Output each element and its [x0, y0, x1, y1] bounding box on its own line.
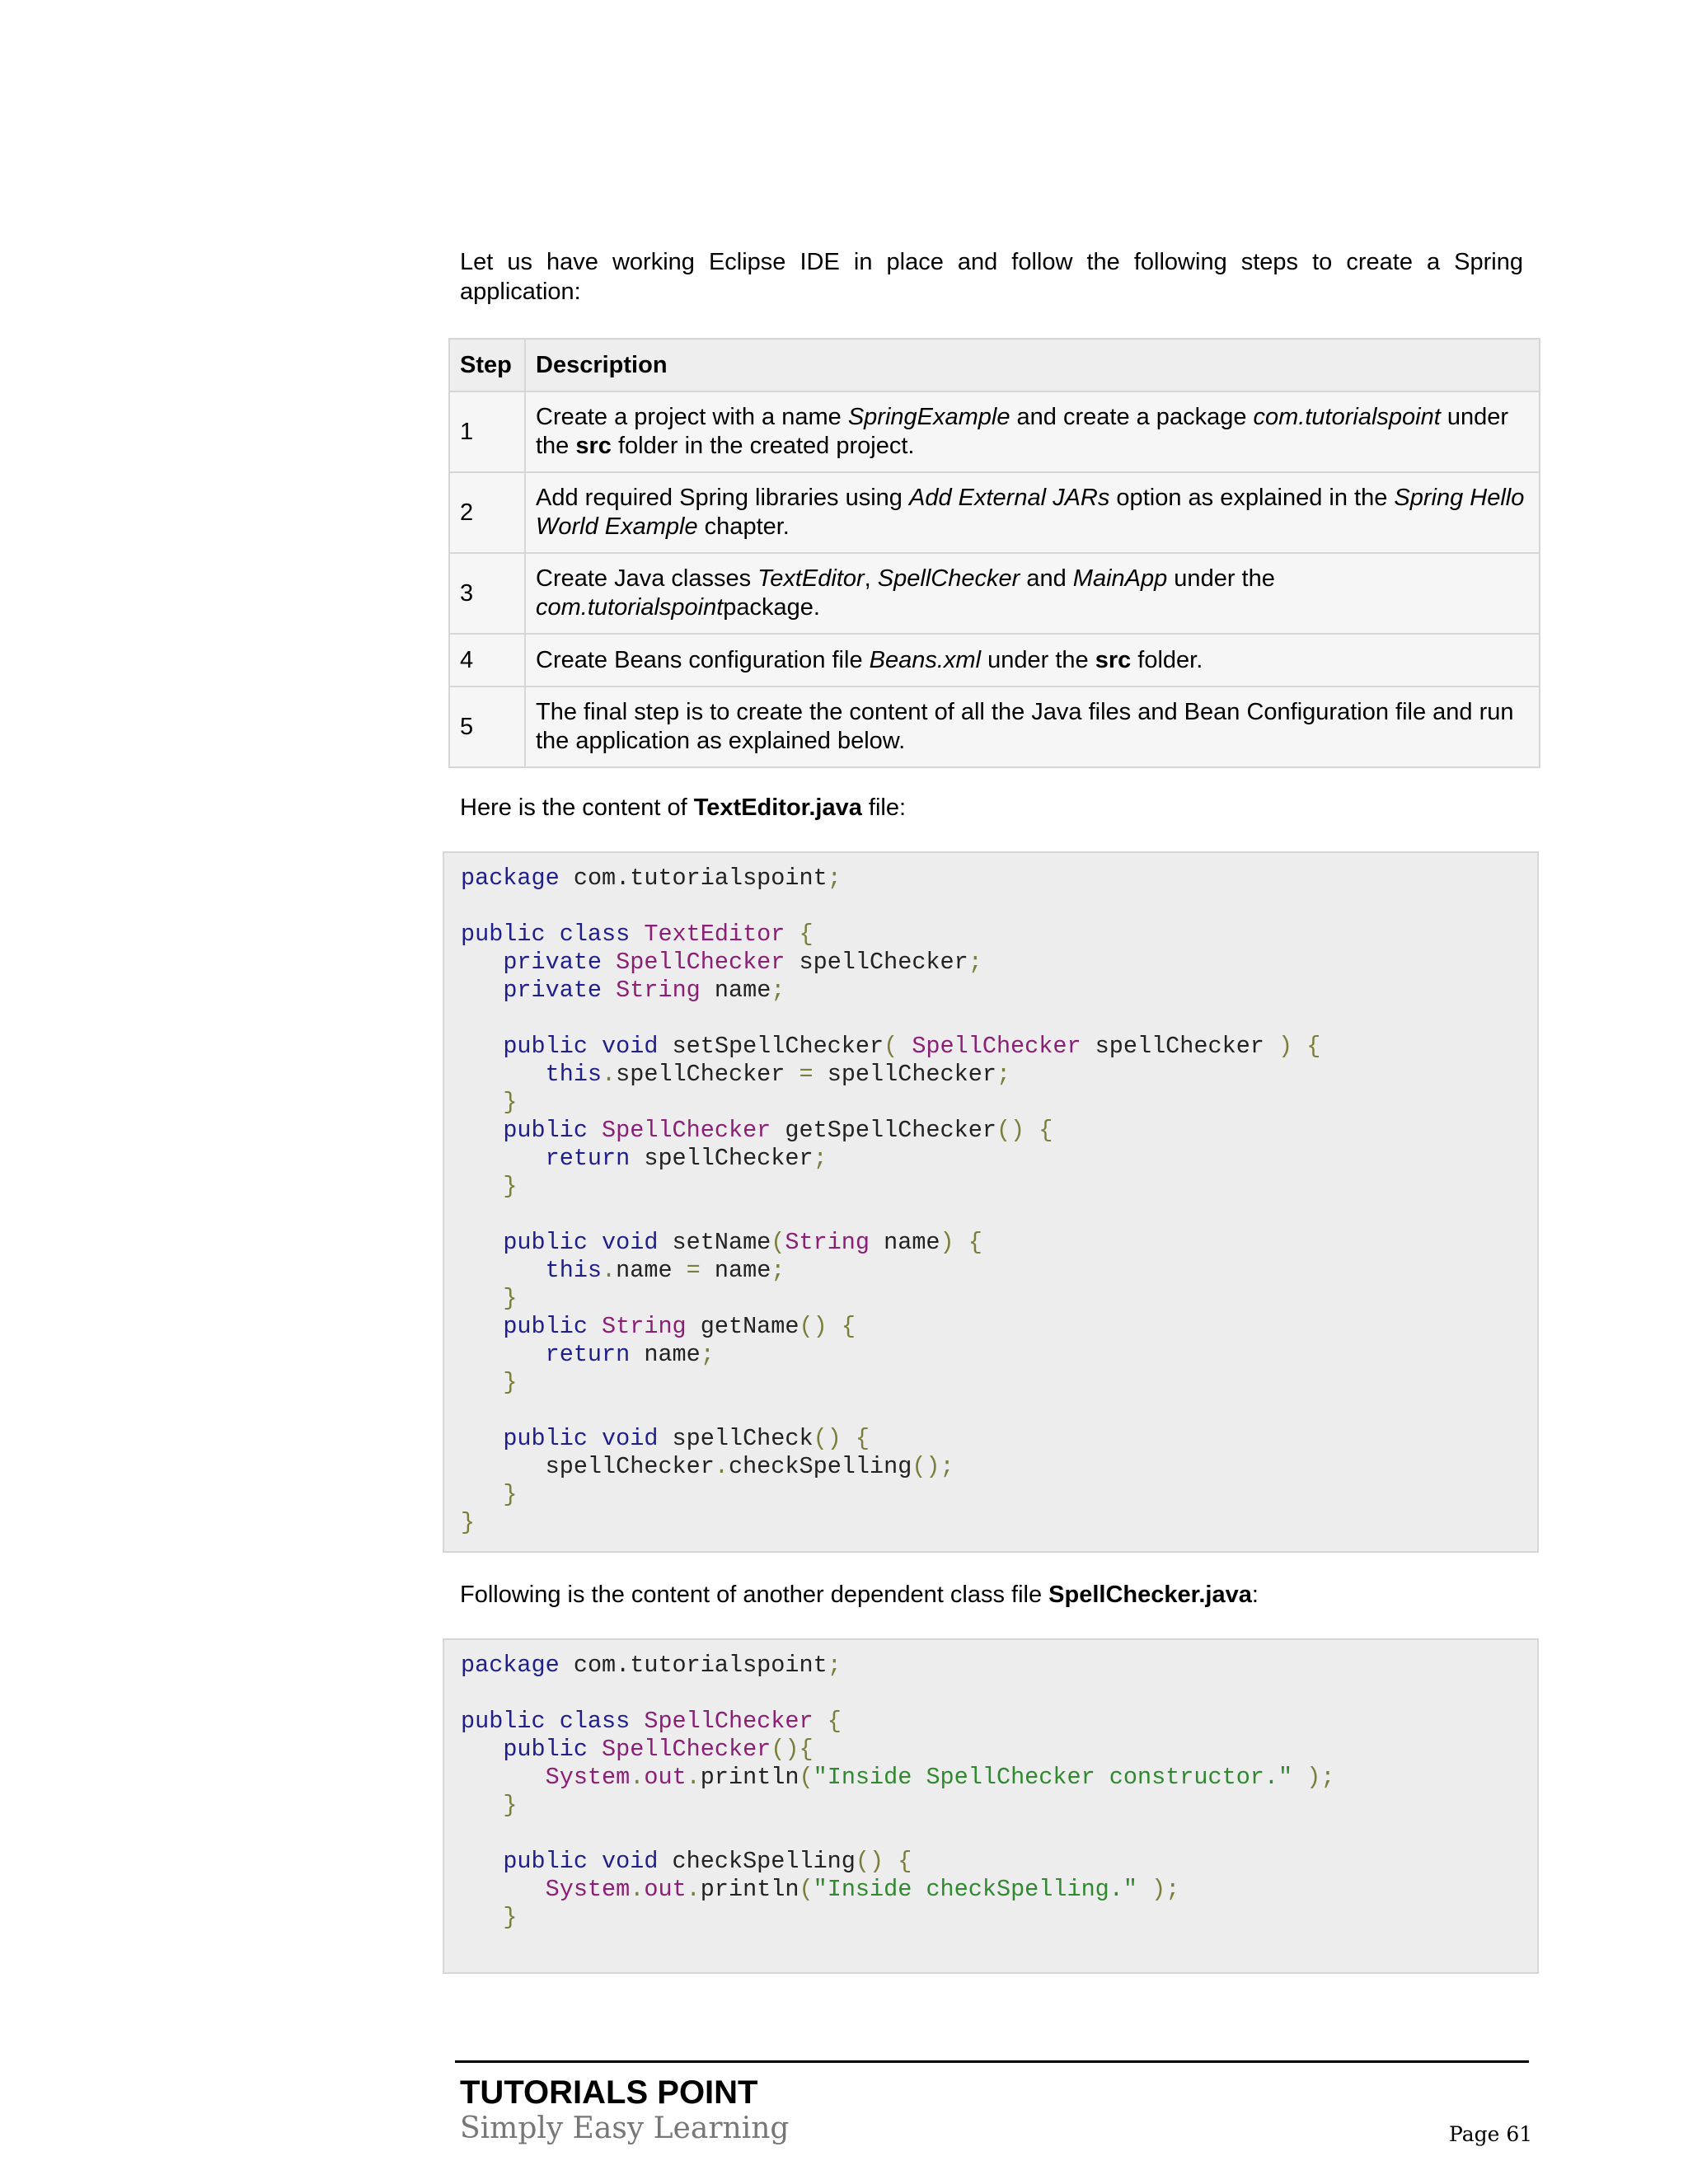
code-line — [461, 1117, 1053, 1144]
code-token: . — [686, 1876, 701, 1903]
description-run: and — [1020, 565, 1073, 592]
code-token — [588, 1736, 602, 1763]
label-suffix: file: — [861, 794, 907, 821]
code-token: com.tutorialspoint — [559, 865, 828, 892]
code-token: ; — [813, 1145, 828, 1172]
code-token: ( — [771, 1229, 785, 1256]
code-token: String — [602, 1313, 687, 1340]
code-token: { — [841, 1313, 856, 1340]
table-row — [449, 634, 1540, 687]
code-line — [461, 1257, 785, 1284]
code-token — [461, 1876, 546, 1903]
code-token: ; — [827, 1652, 842, 1679]
code-token: SpellChecker — [912, 1033, 1081, 1060]
code-token — [461, 1425, 503, 1452]
description-run: src — [575, 433, 612, 459]
code-token: = — [799, 1061, 814, 1088]
code-token: setName — [658, 1229, 771, 1256]
code-token: name — [630, 1341, 701, 1368]
code-token: { — [827, 1708, 842, 1735]
code-token: } — [503, 1904, 518, 1931]
label-filename: SpellChecker.java — [1048, 1582, 1252, 1608]
code-line — [461, 1904, 517, 1931]
step-description — [525, 391, 1540, 472]
code-line — [461, 977, 785, 1004]
intro-section — [460, 247, 1523, 307]
code-token — [588, 1117, 602, 1144]
code-token: ; — [996, 1061, 1011, 1088]
code-token: name — [616, 1257, 687, 1284]
table-row — [449, 472, 1540, 553]
code-token — [461, 1229, 503, 1256]
code-token — [461, 1736, 503, 1763]
description-run: option as explained in the — [1109, 485, 1395, 511]
code-token — [461, 1904, 503, 1931]
step-description — [525, 687, 1540, 767]
code-token: name — [700, 1257, 771, 1284]
code-line — [461, 1313, 856, 1340]
description-run: com.tutorialspoint — [536, 594, 724, 621]
code-token: public class — [461, 1708, 631, 1735]
footer-divider — [455, 2060, 1529, 2063]
code-token — [1025, 1117, 1039, 1144]
code-token: } — [503, 1173, 518, 1200]
description-run: The final step is to create the content of all the Java files and Bean Configuration file and run the application as explained below. — [536, 699, 1514, 754]
code-token: public void — [503, 1229, 659, 1256]
description-run: folder in the created project. — [611, 433, 915, 459]
code-token: () — [996, 1117, 1025, 1144]
code-token: this — [545, 1061, 603, 1088]
code-token: println — [700, 1764, 799, 1791]
code-token: package — [461, 865, 560, 892]
code-token: out — [644, 1764, 687, 1791]
code-token: (); — [912, 1453, 954, 1480]
code-token: getSpellChecker — [771, 1117, 996, 1144]
code-token — [588, 1313, 602, 1340]
code-texteditor — [444, 853, 1537, 1537]
code-token: } — [503, 1369, 518, 1396]
texteditor-label — [460, 793, 906, 823]
label-filename: TextEditor.java — [693, 794, 862, 821]
code-token: spellChecker — [630, 1145, 814, 1172]
label-suffix: : — [1251, 1582, 1259, 1608]
description-run: SpellChecker — [877, 565, 1020, 592]
code-token — [1137, 1876, 1151, 1903]
table-row — [449, 391, 1540, 472]
code-token — [814, 1708, 828, 1735]
description-run: Add required Spring libraries using — [536, 485, 909, 511]
code-token: name — [870, 1229, 940, 1256]
code-token — [1292, 1033, 1306, 1060]
code-line — [461, 865, 842, 892]
code-token: } — [503, 1792, 518, 1819]
code-line — [461, 1708, 842, 1735]
code-token: spellChecker — [461, 1453, 715, 1480]
step-number: 2 — [449, 472, 525, 553]
code-token: . — [602, 1257, 617, 1284]
table-row — [449, 553, 1540, 634]
code-token — [602, 949, 616, 976]
code-token: public — [503, 1736, 588, 1763]
code-token: ) — [940, 1229, 954, 1256]
code-token: { — [1306, 1033, 1321, 1060]
code-token: { — [799, 921, 814, 948]
code-token: ( — [884, 1033, 898, 1060]
step-description — [525, 634, 1540, 687]
code-token — [461, 1848, 503, 1875]
code-line — [461, 1061, 1010, 1088]
spellchecker-label — [460, 1580, 1259, 1610]
code-token: System — [545, 1876, 631, 1903]
code-token: () — [813, 1425, 842, 1452]
code-line — [461, 949, 982, 976]
code-token: getName — [686, 1313, 799, 1340]
description-run: , — [864, 565, 878, 592]
code-token — [461, 1285, 503, 1312]
description-run: Spring Hello World Example — [536, 485, 1525, 540]
step-number: 5 — [449, 687, 525, 767]
code-token: TextEditor — [644, 921, 785, 948]
code-token — [898, 1033, 912, 1060]
footer-tagline: Simply Easy Learning — [460, 2111, 790, 2145]
code-token: { — [898, 1848, 912, 1875]
code-token: public void — [503, 1033, 659, 1060]
code-line — [461, 1736, 814, 1763]
code-line — [461, 1792, 517, 1819]
code-block-spellchecker — [443, 1638, 1539, 1974]
code-line — [461, 1425, 870, 1452]
description-run: folder. — [1131, 646, 1203, 673]
code-token: () — [799, 1313, 828, 1340]
description-run: under the — [981, 646, 1095, 673]
code-token — [461, 949, 503, 976]
code-line — [461, 1173, 517, 1200]
step-description — [525, 472, 1540, 553]
code-token — [884, 1848, 898, 1875]
page-number: Page 61 — [1449, 2122, 1533, 2146]
code-token: name — [700, 977, 771, 1004]
code-token: public void — [503, 1425, 659, 1452]
label-prefix: Following is the content of another dependent class file — [460, 1582, 1049, 1608]
code-token: SpellChecker — [602, 1117, 771, 1144]
code-line — [461, 1509, 475, 1536]
description-run: Create Java classes — [536, 565, 758, 592]
code-token: return — [545, 1145, 631, 1172]
code-token — [630, 921, 644, 948]
code-token: } — [461, 1509, 476, 1536]
table-header-row — [449, 339, 1540, 391]
code-token — [630, 1708, 644, 1735]
code-line — [461, 1848, 912, 1875]
code-line — [461, 1285, 517, 1312]
code-token — [461, 1033, 503, 1060]
code-token: ) — [1278, 1033, 1293, 1060]
code-token: String — [616, 977, 701, 1004]
code-token: ( — [799, 1876, 814, 1903]
description-run: src — [1095, 646, 1132, 673]
code-token — [461, 1792, 503, 1819]
table-row — [449, 687, 1540, 767]
code-token: spellChecker — [785, 949, 968, 976]
code-token: { — [855, 1425, 870, 1452]
description-run: com.tutorialspoint — [1253, 404, 1441, 430]
code-line — [461, 1481, 517, 1508]
code-token — [954, 1229, 968, 1256]
code-token: checkSpelling — [728, 1453, 912, 1480]
code-token: println — [700, 1876, 799, 1903]
code-line — [461, 1453, 954, 1480]
description-run: MainApp — [1072, 565, 1168, 592]
code-token: checkSpelling — [658, 1848, 856, 1875]
description-run: Beans.xml — [869, 646, 982, 673]
description-run: package. — [723, 594, 820, 621]
code-token: ; — [700, 1341, 715, 1368]
code-token: out — [644, 1876, 687, 1903]
code-token — [461, 1764, 546, 1791]
code-token: public void — [503, 1848, 659, 1875]
code-token: { — [968, 1229, 982, 1256]
code-token — [461, 1117, 503, 1144]
code-token: package — [461, 1652, 560, 1679]
code-token — [785, 921, 799, 948]
code-token: { — [1039, 1117, 1053, 1144]
code-token: public class — [461, 921, 631, 948]
description-run: under the — [1167, 565, 1275, 592]
code-token: } — [503, 1481, 518, 1508]
code-token: this — [545, 1257, 603, 1284]
code-token: . — [602, 1061, 617, 1088]
code-token: } — [503, 1089, 518, 1116]
code-token — [461, 1173, 503, 1200]
code-block-texteditor — [443, 851, 1539, 1553]
code-token: spellCheck — [658, 1425, 814, 1452]
description-run: under the — [536, 404, 1509, 459]
header-step: Step — [449, 339, 525, 391]
code-token: . — [630, 1764, 645, 1791]
code-token: () — [855, 1848, 884, 1875]
code-line — [461, 1341, 715, 1368]
description-run: SpringExample — [847, 404, 1010, 430]
code-token — [461, 1481, 503, 1508]
code-token: ); — [1151, 1876, 1180, 1903]
code-token — [461, 1145, 546, 1172]
code-token: } — [503, 1285, 518, 1312]
label-prefix: Here is the content of — [460, 794, 694, 821]
code-token: String — [785, 1229, 870, 1256]
description-run: Create a project with a name — [536, 404, 848, 430]
code-line — [461, 1764, 1334, 1791]
code-token: public — [503, 1117, 588, 1144]
code-token: (){ — [771, 1736, 814, 1763]
description-run: Create Beans configuration file — [536, 646, 870, 673]
code-token — [461, 1369, 503, 1396]
code-token: setSpellChecker — [658, 1033, 884, 1060]
code-token: ; — [771, 977, 785, 1004]
code-token: SpellChecker — [644, 1708, 814, 1735]
code-token: "Inside SpellChecker constructor." — [813, 1764, 1293, 1791]
steps-table — [448, 338, 1540, 768]
code-token — [461, 1257, 546, 1284]
intro-paragraph: Let us have working Eclipse IDE in place and follow the following steps to create a Spring application: — [460, 249, 1523, 305]
code-token: "Inside checkSpelling." — [813, 1876, 1137, 1903]
description-run: TextEditor — [757, 565, 865, 592]
code-token: . — [686, 1764, 701, 1791]
code-token — [602, 977, 616, 1004]
code-line — [461, 1145, 828, 1172]
code-line — [461, 1089, 517, 1116]
code-token — [842, 1425, 856, 1452]
step-description — [525, 553, 1540, 634]
description-run: chapter. — [697, 513, 790, 540]
code-token: spellChecker — [813, 1061, 996, 1088]
code-token: . — [714, 1453, 729, 1480]
code-token: System — [545, 1764, 631, 1791]
code-line — [461, 1033, 1320, 1060]
code-line — [461, 1229, 982, 1256]
description-run: and create a package — [1010, 404, 1254, 430]
code-token: ; — [771, 1257, 785, 1284]
code-token: private — [503, 949, 603, 976]
code-token: private — [503, 977, 603, 1004]
code-token: spellChecker — [616, 1061, 799, 1088]
code-token: = — [686, 1257, 701, 1284]
code-token — [828, 1313, 842, 1340]
code-token — [461, 977, 503, 1004]
code-token: com.tutorialspoint — [559, 1652, 828, 1679]
code-token: spellChecker — [1081, 1033, 1279, 1060]
footer-brand: TUTORIALS POINT — [460, 2074, 758, 2111]
code-token: ); — [1306, 1764, 1335, 1791]
header-description: Description — [525, 339, 1540, 391]
code-token — [461, 1313, 503, 1340]
code-token: return — [545, 1341, 631, 1368]
code-token — [461, 1341, 546, 1368]
code-line — [461, 1369, 517, 1396]
code-token: ; — [968, 949, 982, 976]
code-token: ( — [799, 1764, 814, 1791]
description-run: Add External JARs — [908, 485, 1110, 511]
code-token — [1292, 1764, 1306, 1791]
code-token: SpellChecker — [602, 1736, 771, 1763]
step-number: 1 — [449, 391, 525, 472]
code-token: SpellChecker — [616, 949, 785, 976]
code-token — [461, 1089, 503, 1116]
code-token: . — [630, 1876, 645, 1903]
step-number: 4 — [449, 634, 525, 687]
code-token — [461, 1061, 546, 1088]
code-line — [461, 921, 814, 948]
code-line — [461, 1652, 842, 1679]
code-token: public — [503, 1313, 588, 1340]
step-number: 3 — [449, 553, 525, 634]
code-token: ; — [827, 865, 842, 892]
code-spellchecker — [444, 1640, 1537, 1932]
code-line — [461, 1876, 1179, 1903]
